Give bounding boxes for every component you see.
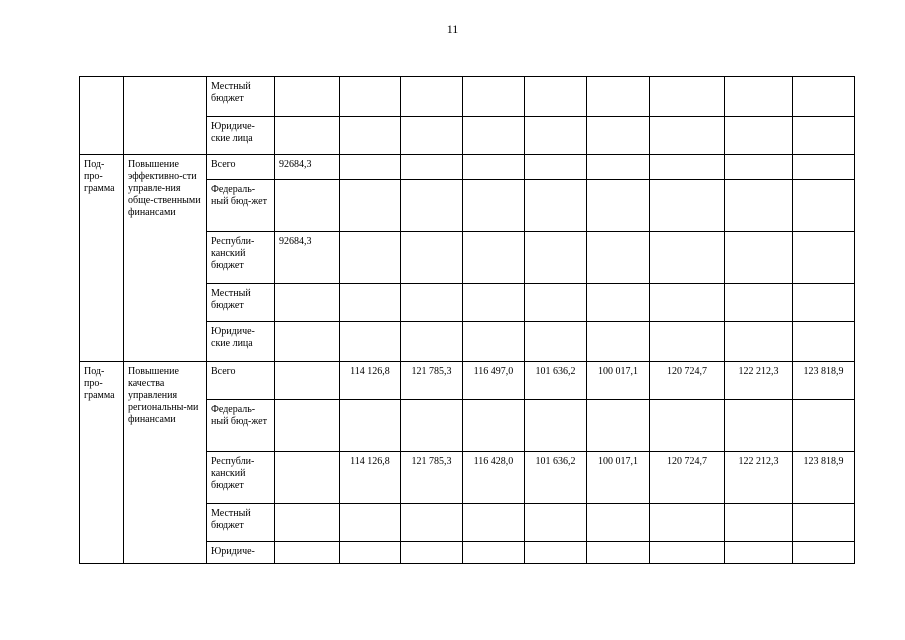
value-cell <box>525 284 587 322</box>
value-cell <box>793 542 855 564</box>
program-name-cell <box>124 77 207 155</box>
value-cell <box>525 180 587 232</box>
value-cell: 120 724,7 <box>650 362 725 400</box>
value-cell <box>725 400 793 452</box>
budget-table <box>79 76 855 564</box>
value-cell <box>525 117 587 155</box>
funding-source-cell: Всего <box>207 362 275 400</box>
funding-source-cell: Юридиче-ские лица <box>207 117 275 155</box>
value-cell <box>340 542 401 564</box>
value-cell: 92684,3 <box>275 155 340 180</box>
funding-source-cell: Республи-канский бюджет <box>207 452 275 504</box>
value-cell <box>650 77 725 117</box>
value-cell <box>401 232 463 284</box>
value-cell: 92684,3 <box>275 232 340 284</box>
value-cell <box>525 542 587 564</box>
value-cell <box>587 284 650 322</box>
value-cell <box>401 322 463 362</box>
value-cell <box>650 322 725 362</box>
value-cell: 122 212,3 <box>725 362 793 400</box>
value-cell <box>401 400 463 452</box>
value-cell <box>275 322 340 362</box>
funding-source-cell: Местный бюджет <box>207 284 275 322</box>
value-cell <box>725 155 793 180</box>
value-cell <box>793 504 855 542</box>
value-cell <box>587 155 650 180</box>
row-type-cell: Под-про-грамма <box>80 155 124 362</box>
table-row <box>80 362 855 400</box>
value-cell: 100 017,1 <box>587 362 650 400</box>
value-cell: 101 636,2 <box>525 362 587 400</box>
value-cell <box>725 117 793 155</box>
value-cell <box>463 117 525 155</box>
value-cell <box>650 542 725 564</box>
value-cell <box>725 232 793 284</box>
value-cell <box>793 232 855 284</box>
value-cell <box>587 77 650 117</box>
value-cell <box>725 284 793 322</box>
value-cell <box>401 77 463 117</box>
value-cell <box>650 504 725 542</box>
program-name-cell: Повышение качества управления региональны-ми финансами <box>124 362 207 564</box>
value-cell <box>587 542 650 564</box>
value-cell: 122 212,3 <box>725 452 793 504</box>
funding-source-cell: Республи-канский бюджет <box>207 232 275 284</box>
value-cell <box>340 117 401 155</box>
value-cell <box>725 542 793 564</box>
value-cell <box>463 155 525 180</box>
value-cell <box>793 400 855 452</box>
value-cell: 100 017,1 <box>587 452 650 504</box>
value-cell: 120 724,7 <box>650 452 725 504</box>
value-cell: 121 785,3 <box>401 362 463 400</box>
value-cell: 116 497,0 <box>463 362 525 400</box>
value-cell <box>401 284 463 322</box>
value-cell <box>793 322 855 362</box>
value-cell <box>401 542 463 564</box>
value-cell <box>587 180 650 232</box>
value-cell <box>275 180 340 232</box>
value-cell: 114 126,8 <box>340 362 401 400</box>
funding-source-cell: Юридиче- <box>207 542 275 564</box>
value-cell <box>463 542 525 564</box>
funding-source-cell: Федераль-ный бюд-жет <box>207 180 275 232</box>
value-cell <box>793 77 855 117</box>
value-cell <box>463 284 525 322</box>
value-cell <box>525 322 587 362</box>
value-cell <box>525 232 587 284</box>
value-cell <box>275 77 340 117</box>
page-number: 11 <box>446 22 459 36</box>
value-cell: 123 818,9 <box>793 362 855 400</box>
row-type-cell: Под-про-грамма <box>80 362 124 564</box>
value-cell <box>275 504 340 542</box>
value-cell <box>587 504 650 542</box>
value-cell <box>463 400 525 452</box>
program-name-cell: Повышение эффективно-сти управле-ния обще-ственными финансами <box>124 155 207 362</box>
table-row <box>80 77 855 117</box>
value-cell: 114 126,8 <box>340 452 401 504</box>
value-cell <box>525 400 587 452</box>
value-cell <box>725 504 793 542</box>
value-cell <box>340 77 401 117</box>
value-cell <box>340 322 401 362</box>
value-cell <box>650 400 725 452</box>
value-cell <box>650 155 725 180</box>
value-cell <box>587 117 650 155</box>
value-cell <box>525 77 587 117</box>
value-cell <box>587 322 650 362</box>
funding-source-cell: Федераль-ный бюд-жет <box>207 400 275 452</box>
value-cell <box>793 284 855 322</box>
value-cell <box>650 232 725 284</box>
value-cell <box>650 117 725 155</box>
value-cell <box>725 322 793 362</box>
value-cell <box>401 504 463 542</box>
value-cell <box>275 284 340 322</box>
value-cell <box>340 400 401 452</box>
value-cell <box>463 77 525 117</box>
value-cell <box>525 504 587 542</box>
value-cell <box>793 117 855 155</box>
funding-source-cell: Юридиче-ские лица <box>207 322 275 362</box>
value-cell <box>401 180 463 232</box>
value-cell <box>340 284 401 322</box>
table-row <box>80 155 855 180</box>
value-cell <box>463 322 525 362</box>
value-cell: 123 818,9 <box>793 452 855 504</box>
row-type-cell <box>80 77 124 155</box>
value-cell <box>275 400 340 452</box>
value-cell <box>340 232 401 284</box>
value-cell: 101 636,2 <box>525 452 587 504</box>
value-cell <box>725 77 793 117</box>
value-cell <box>650 284 725 322</box>
value-cell <box>275 117 340 155</box>
value-cell <box>587 400 650 452</box>
funding-source-cell: Местный бюджет <box>207 77 275 117</box>
value-cell <box>587 232 650 284</box>
value-cell <box>401 155 463 180</box>
funding-source-cell: Местный бюджет <box>207 504 275 542</box>
value-cell <box>275 452 340 504</box>
value-cell: 116 428,0 <box>463 452 525 504</box>
value-cell <box>725 180 793 232</box>
value-cell <box>275 362 340 400</box>
value-cell <box>340 155 401 180</box>
value-cell <box>650 180 725 232</box>
value-cell <box>463 180 525 232</box>
value-cell <box>793 155 855 180</box>
funding-source-cell: Всего <box>207 155 275 180</box>
value-cell <box>401 117 463 155</box>
value-cell <box>463 504 525 542</box>
value-cell <box>275 542 340 564</box>
value-cell <box>340 180 401 232</box>
value-cell <box>525 155 587 180</box>
value-cell: 121 785,3 <box>401 452 463 504</box>
value-cell <box>340 504 401 542</box>
value-cell <box>793 180 855 232</box>
value-cell <box>463 232 525 284</box>
